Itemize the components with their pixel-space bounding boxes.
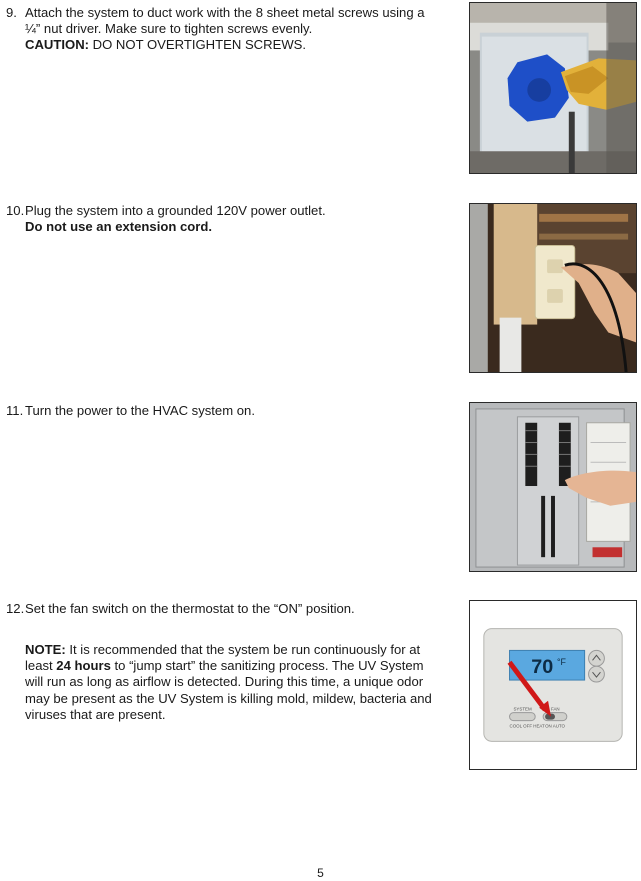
step-line: Set the fan switch on the thermostat to the “ON” position.	[25, 601, 355, 616]
fan-label: FAN	[551, 706, 560, 712]
thermostat-temperature: 70	[531, 656, 554, 679]
step-text	[25, 5, 455, 54]
step-number: 10.	[6, 203, 25, 218]
step-number: 11.	[6, 403, 24, 418]
fan-options: ON AUTO	[545, 723, 565, 729]
note-line: viruses that are present.	[25, 706, 166, 722]
note-text	[25, 642, 455, 723]
note-line	[25, 642, 455, 658]
thermostat-photo	[469, 600, 637, 770]
note-line: will run as long as airflow is detected. During this time, a unique odor	[25, 674, 424, 690]
note-segment: least	[25, 658, 57, 674]
note-line	[25, 658, 455, 674]
duct-mounting-photo	[469, 2, 637, 174]
caution-text: DO NOT OVERTIGHTEN SCREWS.	[89, 37, 307, 53]
note-segment: to “jump start” the sanitizing process. The UV System	[110, 658, 424, 674]
power-outlet-photo	[469, 203, 637, 373]
note-emphasis: 24 hours	[56, 658, 111, 674]
note-label: NOTE:	[25, 642, 66, 657]
step-line: ¼” nut driver. Make sure to tighten screws evenly.	[25, 21, 313, 37]
step-number: 9.	[6, 5, 17, 20]
caution-line	[25, 37, 455, 53]
step-line: Attach the system to duct work with the 8 sheet metal screws using a	[25, 5, 425, 20]
system-options: COOL OFF HEAT	[509, 723, 545, 729]
step-line: Plug the system into a grounded 120V power outlet.	[25, 203, 326, 218]
note-segment: It is recommended that the system be run continuously for at	[65, 642, 421, 657]
step-number: 12.	[6, 601, 25, 616]
breaker-panel-photo	[469, 402, 637, 572]
system-label: SYSTEM	[513, 706, 532, 712]
caution-label: CAUTION:	[25, 37, 90, 53]
note-line: may be present as the UV System is killing mold, mildew, bacteria and	[25, 690, 432, 706]
warning-line: Do not use an extension cord.	[25, 219, 212, 235]
thermostat-unit: °F	[556, 657, 566, 668]
step-text	[25, 403, 455, 419]
page-number: 5	[317, 866, 324, 880]
step-text	[25, 601, 455, 617]
step-text	[25, 203, 455, 235]
step-line: Turn the power to the HVAC system on.	[25, 403, 255, 418]
